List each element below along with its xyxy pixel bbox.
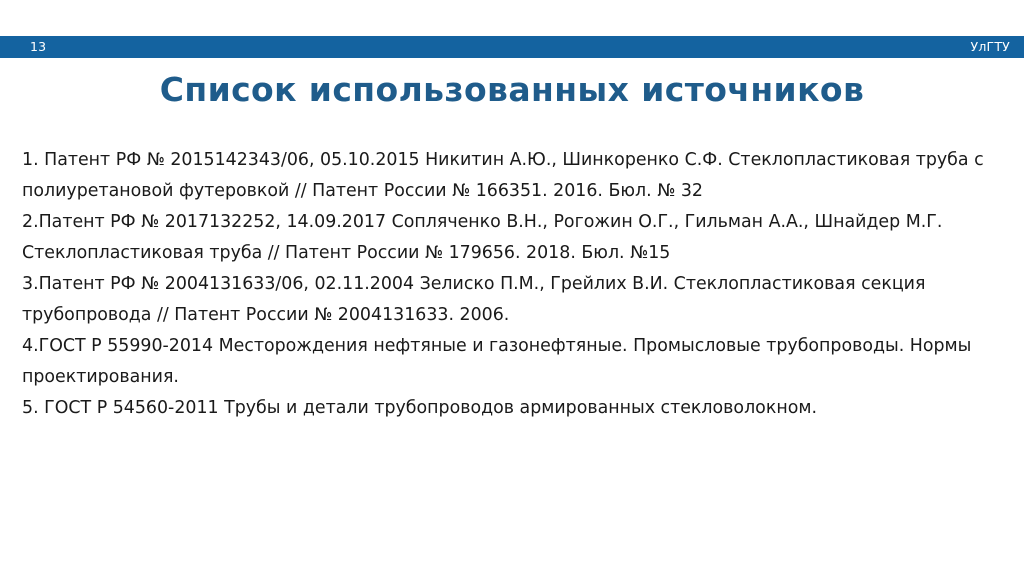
list-item: 1. Патент РФ № 2015142343/06, 05.10.2015 Никитин А.Ю., Шинкоренко С.Ф. Стеклопластиковая труба с полиуретановой футеровкой // Патент России № 166351. 2016. Бюл. № 32 [22,150,984,201]
slide-number: 13 [30,39,47,54]
list-item: 5. ГОСТ Р 54560-2011 Трубы и детали трубопроводов армированных стекловолокном. [22,398,817,418]
reference-list [22,145,1010,424]
page-title: Список использованных источников [159,70,865,109]
list-item: 3.Патент РФ № 2004131633/06, 02.11.2004 Зелиско П.М., Грейлих В.И. Стеклопластиковая секция трубопровода // Патент России № 2004131633. 2006. [22,274,926,325]
slide-bottom-area [0,514,1024,574]
slide-header-bar [0,36,1024,58]
list-item: 2.Патент РФ № 2017132252, 14.09.2017 Сопляченко В.Н., Рогожин О.Г., Гильман А.А., Шнайдер М.Г. Стеклопластиковая труба // Патент России № 179656. 2018. Бюл. №15 [22,212,943,263]
list-item: 4.ГОСТ Р 55990-2014 Месторождения нефтяные и газонефтяные. Промысловые трубопроводы. Нормы проектирования. [22,336,972,387]
organization-label: УлГТУ [970,39,1010,54]
